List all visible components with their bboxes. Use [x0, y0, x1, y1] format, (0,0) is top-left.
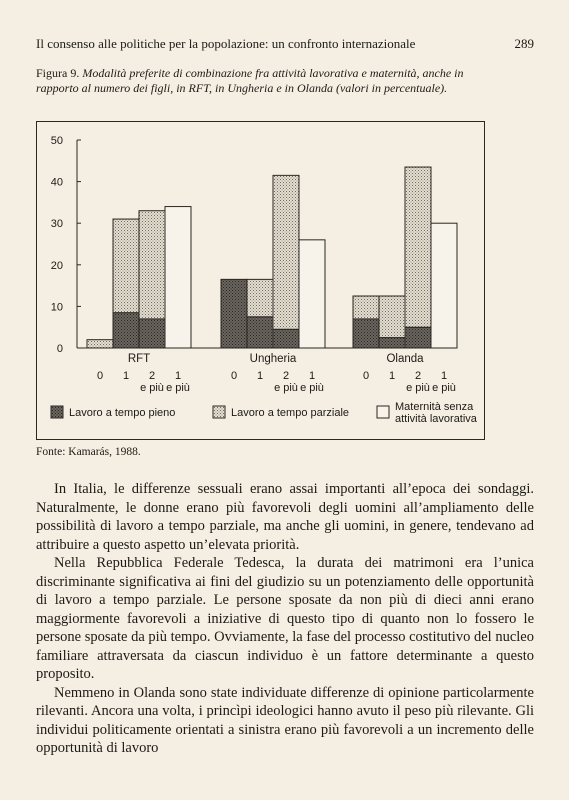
x-tick-sublabel: e più	[432, 382, 456, 394]
legend-label-part: Lavoro a tempo parziale	[231, 407, 350, 419]
x-tick-sublabel: e più	[166, 382, 190, 394]
y-tick-label: 40	[50, 176, 63, 189]
legend-swatch-full	[51, 406, 63, 418]
x-tick-label: 1	[440, 370, 448, 382]
y-tick-label: 10	[50, 301, 63, 314]
bar-segment-full	[113, 313, 139, 348]
x-tick-sublabel: e più	[274, 382, 298, 394]
paragraph-3: Nemmeno in Olanda sono state individuate differenze di opinione particolarmente rilevanti. Ancora una volta, i princìpi ideologici hanno avuto il peso più rilevante. Gli individui politicamente orientati a sinistra erano più favorevoli a un incremento delle opportunità di lavoro	[36, 684, 534, 756]
x-tick-label: 0	[96, 370, 104, 382]
figure-label: Figura 9.	[36, 66, 80, 80]
page-number: 289	[514, 36, 534, 51]
bar-segment-full	[353, 319, 379, 348]
running-head	[36, 36, 534, 52]
body-text	[36, 480, 534, 758]
bar-segment-part	[113, 219, 139, 313]
bar-segment-none	[165, 207, 191, 348]
paragraph-2: Nella Repubblica Federale Tedesca, la durata dei matrimoni era l’unica discriminante significativa ai fini del giudizio su un potenziamento delle opportunità di lavoro a tempo parziale. Le persone sposate da non più di dieci anni erano maggiormente favorevoli a iniziative di questo tipo di quanto non lo fossero le persone sposate da più tempo. Ovviamente, la fase del processo costitutivo del nucleo familiare attraversata da ciascun individuo è un fattore determinante a questo proposito.	[36, 555, 534, 682]
bar-segment-part	[273, 175, 299, 329]
legend-swatch-none	[377, 406, 389, 418]
x-tick-label: 1	[388, 370, 396, 382]
bar-segment-full	[273, 329, 299, 348]
figure-caption	[36, 66, 486, 96]
y-tick-label: 20	[50, 259, 63, 272]
figure-caption-text: Modalità preferite di combinazione fra attività lavorativa e maternità, anche in rapporto al numero dei figli, in RFT, in Ungheria e in Olanda (valori in percentuale).	[36, 66, 464, 95]
x-tick-label: 1	[308, 370, 316, 382]
bar-segment-full	[379, 338, 405, 348]
x-tick-label: 1	[174, 370, 182, 382]
bar-segment-part	[139, 211, 165, 319]
x-tick-label: 1	[122, 370, 130, 382]
y-tick-label: 30	[50, 218, 63, 231]
bar-segment-part	[353, 296, 379, 319]
x-tick-label: 1	[256, 370, 264, 382]
stacked-bar-chart	[37, 122, 486, 441]
x-tick-label: 0	[230, 370, 238, 382]
x-tick-label: 2	[414, 370, 422, 382]
bar-segment-none	[299, 240, 325, 348]
bar-segment-full	[405, 327, 431, 348]
x-tick-label: 0	[362, 370, 370, 382]
legend-label-none-line2: attività lavorativa	[395, 413, 477, 425]
group-label-olanda: Olanda	[386, 353, 424, 365]
legend-swatch-part	[213, 406, 225, 418]
legend-label-none-line1: Maternità senza	[395, 401, 474, 413]
group-label-ungheria: Ungheria	[249, 353, 297, 365]
figure-frame	[36, 121, 485, 440]
bar-segment-part	[405, 167, 431, 327]
bar-segment-full	[139, 319, 165, 348]
paragraph-1: In Italia, le differenze sessuali erano assai importanti all’epoca dei sondaggi. Naturalmente, le donne erano più favorevoli degli uomini all’ampliamento delle possibilità di lavoro a tempo parziale, ma anche gli uomini, in genere, tendevano ad attribuire a questo aspetto un’elevata priorità.	[36, 481, 534, 553]
figure-source: Fonte: Kamarás, 1988.	[36, 446, 141, 458]
x-tick-sublabel: e più	[140, 382, 164, 394]
y-tick-label: 0	[56, 343, 63, 355]
bar-segment-full	[247, 317, 273, 348]
x-tick-label: 2	[148, 370, 156, 382]
y-tick-label: 50	[50, 135, 63, 147]
bar-segment-part	[379, 296, 405, 338]
x-tick-sublabel: e più	[406, 382, 430, 394]
running-head-title: Il consenso alle politiche per la popolazione: un confronto internazionale	[36, 36, 416, 51]
legend-label-full: Lavoro a tempo pieno	[69, 407, 176, 419]
group-label-rft: RFT	[127, 353, 151, 365]
x-tick-sublabel: e più	[300, 382, 324, 394]
bar-segment-none	[431, 223, 457, 348]
bar-segment-full	[221, 279, 247, 348]
bar-segment-part	[87, 340, 113, 348]
bar-segment-part	[247, 279, 273, 316]
x-tick-label: 2	[282, 370, 290, 382]
